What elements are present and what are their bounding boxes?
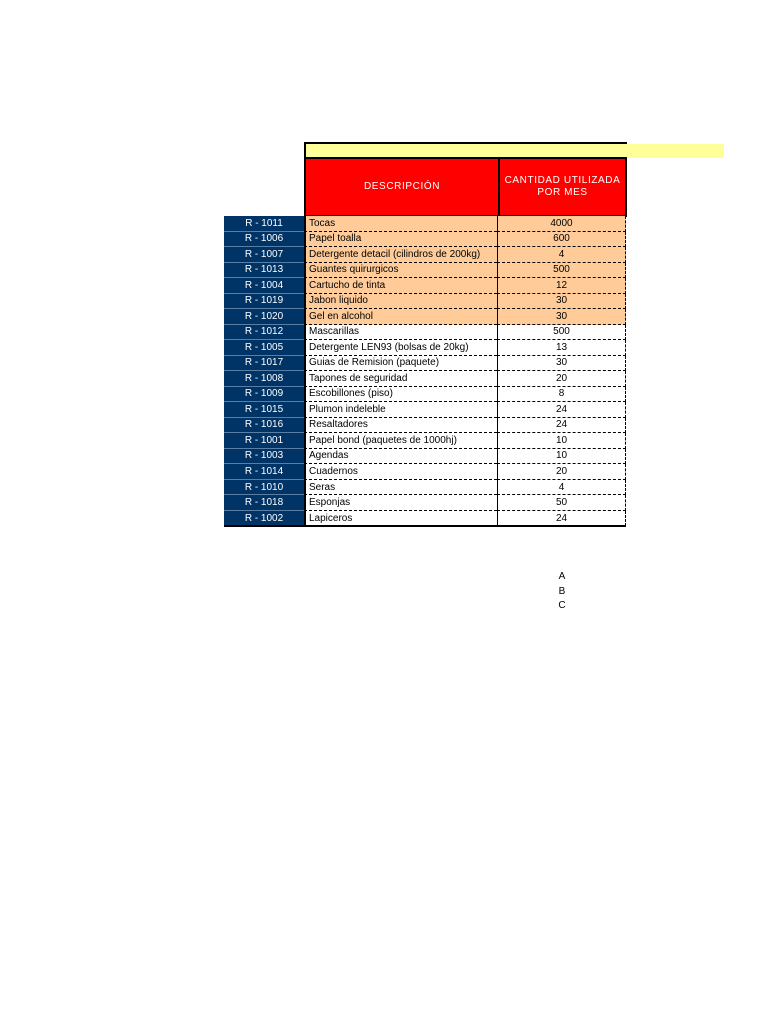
- item-description[interactable]: Lapiceros: [304, 511, 497, 527]
- item-description[interactable]: Papel bond (paquetes de 1000hj): [304, 433, 497, 449]
- item-code[interactable]: R - 1010: [224, 480, 304, 496]
- legend-item: A: [558, 571, 566, 582]
- header-quantity-label: [505, 175, 621, 199]
- header-description-label: DESCRIPCIÓN: [363, 181, 441, 192]
- legend-item: C: [558, 600, 566, 611]
- item-description[interactable]: Papel toalla: [304, 232, 497, 248]
- item-description[interactable]: Guias de Remision (paquete): [304, 356, 497, 372]
- item-quantity[interactable]: 50: [497, 495, 626, 511]
- item-description[interactable]: Jabon liquido: [304, 294, 497, 310]
- item-code[interactable]: R - 1020: [224, 309, 304, 325]
- item-quantity[interactable]: 4000: [497, 216, 626, 232]
- item-code[interactable]: R - 1002: [224, 511, 304, 527]
- table-header: [304, 157, 627, 217]
- item-code[interactable]: R - 1003: [224, 449, 304, 465]
- item-quantity[interactable]: 8: [497, 387, 626, 403]
- item-description[interactable]: Guantes quirurgicos: [304, 263, 497, 279]
- item-code[interactable]: R - 1004: [224, 278, 304, 294]
- item-description[interactable]: Seras: [304, 480, 497, 496]
- item-description[interactable]: Escobillones (piso): [304, 387, 497, 403]
- item-code[interactable]: R - 1007: [224, 247, 304, 263]
- item-description[interactable]: Cuadernos: [304, 464, 497, 480]
- item-description[interactable]: Plumon indeleble: [304, 402, 497, 418]
- item-code[interactable]: R - 1006: [224, 232, 304, 248]
- item-quantity[interactable]: 30: [497, 309, 626, 325]
- item-code[interactable]: R - 1008: [224, 371, 304, 387]
- item-quantity[interactable]: 20: [497, 371, 626, 387]
- item-quantity[interactable]: 10: [497, 433, 626, 449]
- item-quantity[interactable]: 500: [497, 263, 626, 279]
- item-description[interactable]: Cartucho de tinta: [304, 278, 497, 294]
- item-description[interactable]: Tapones de seguridad: [304, 371, 497, 387]
- item-description[interactable]: Gel en alcohol: [304, 309, 497, 325]
- item-quantity[interactable]: 4: [497, 480, 626, 496]
- item-quantity[interactable]: 12: [497, 278, 626, 294]
- header-quantity-line1: CANTIDAD UTILIZADA: [504, 175, 621, 186]
- item-code[interactable]: R - 1009: [224, 387, 304, 403]
- item-description[interactable]: Resaltadores: [304, 418, 497, 434]
- item-description[interactable]: Esponjas: [304, 495, 497, 511]
- item-quantity[interactable]: 13: [497, 340, 626, 356]
- item-quantity[interactable]: 4: [497, 247, 626, 263]
- header-description: [306, 159, 498, 215]
- item-code[interactable]: R - 1019: [224, 294, 304, 310]
- item-quantity[interactable]: 10: [497, 449, 626, 465]
- item-quantity[interactable]: 24: [497, 402, 626, 418]
- header-quantity-line2: POR MES: [537, 187, 588, 198]
- item-code[interactable]: R - 1015: [224, 402, 304, 418]
- item-description[interactable]: Mascarillas: [304, 325, 497, 341]
- item-description[interactable]: Agendas: [304, 449, 497, 465]
- item-code[interactable]: R - 1001: [224, 433, 304, 449]
- header-band: [306, 144, 724, 158]
- item-quantity[interactable]: 500: [497, 325, 626, 341]
- item-code[interactable]: R - 1014: [224, 464, 304, 480]
- item-quantity[interactable]: 600: [497, 232, 626, 248]
- item-quantity[interactable]: 24: [497, 511, 626, 527]
- item-quantity[interactable]: 20: [497, 464, 626, 480]
- abc-legend: [552, 570, 572, 614]
- header-quantity: [500, 159, 625, 215]
- item-quantity[interactable]: 30: [497, 356, 626, 372]
- table-bottom-border: [224, 525, 626, 527]
- table-top-border: [304, 142, 627, 144]
- item-code[interactable]: R - 1005: [224, 340, 304, 356]
- item-code[interactable]: R - 1018: [224, 495, 304, 511]
- item-code[interactable]: R - 1013: [224, 263, 304, 279]
- item-code[interactable]: R - 1012: [224, 325, 304, 341]
- item-code[interactable]: R - 1011: [224, 216, 304, 232]
- legend-item: B: [558, 585, 566, 597]
- item-quantity[interactable]: 24: [497, 418, 626, 434]
- item-description[interactable]: Detergente detacil (cilindros de 200kg): [304, 247, 497, 263]
- item-description[interactable]: Detergente LEN93 (bolsas de 20kg): [304, 340, 497, 356]
- item-code[interactable]: R - 1017: [224, 356, 304, 372]
- item-description[interactable]: Tocas: [304, 216, 497, 232]
- item-quantity[interactable]: 30: [497, 294, 626, 310]
- item-code[interactable]: R - 1016: [224, 418, 304, 434]
